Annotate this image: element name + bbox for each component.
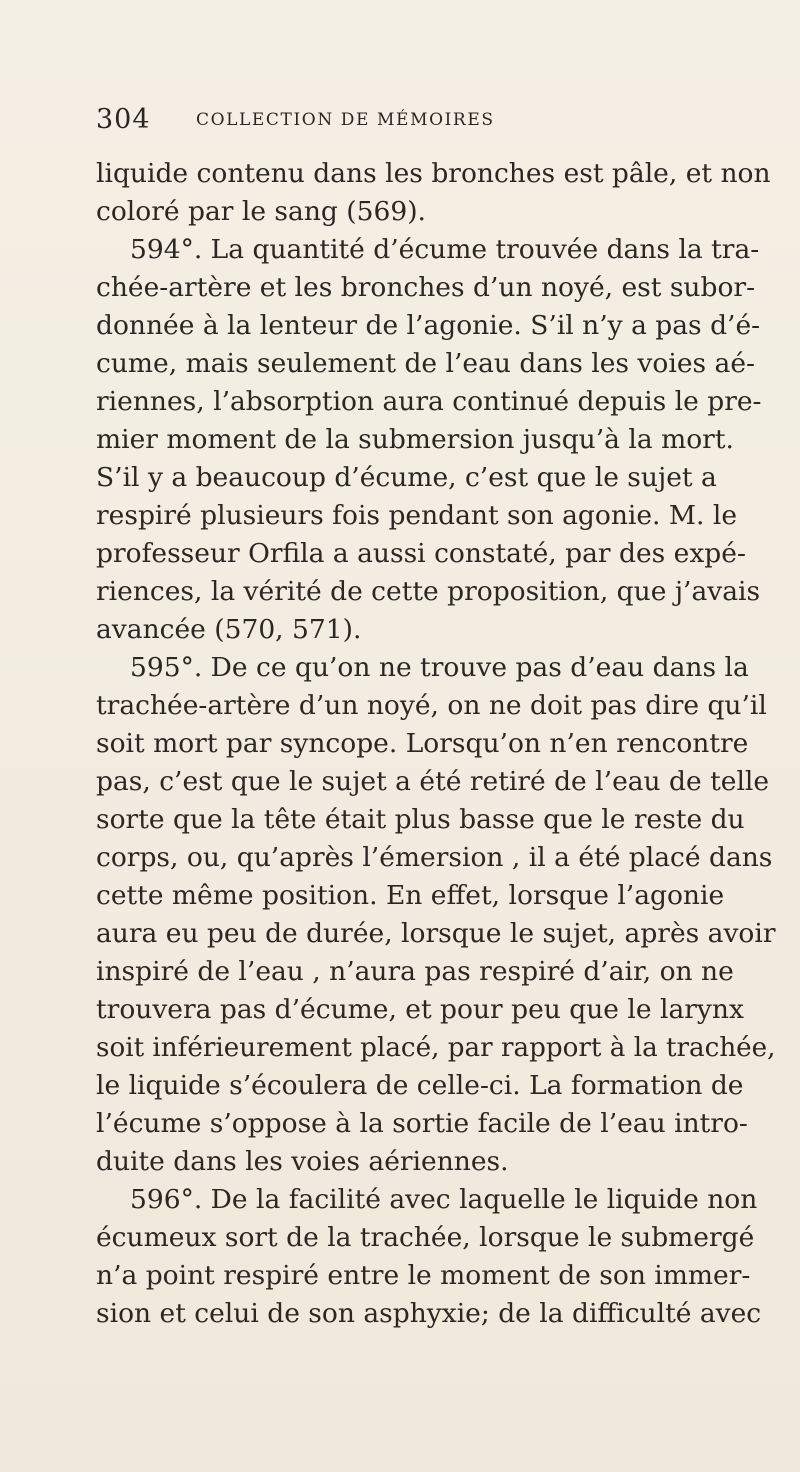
text-line: le liquide s’écoulera de celle-ci. La formation de xyxy=(96,1070,744,1101)
text-line: soit inférieurement placé, par rapport à la trachée, xyxy=(96,1033,776,1063)
text-line: inspiré de l’eau , n’aura pas respiré d’air, on ne xyxy=(96,956,734,987)
text-line: avancée (570, 571). xyxy=(96,614,362,645)
text-line: soit mort par syncope. Lorsqu’on n’en rencontre xyxy=(96,728,749,759)
text-line: n’a point respiré entre le moment de son immer- xyxy=(96,1260,751,1291)
text-line: aura eu peu de durée, lorsque le sujet, après avoir xyxy=(96,918,776,949)
text-line: sion et celui de son asphyxie; de la difficulté avec xyxy=(96,1298,762,1329)
text-line: donnée à la lenteur de l’agonie. S’il n’y a pas d’é- xyxy=(96,310,761,341)
text-line: corps, ou, qu’après l’émersion , il a été placé dans xyxy=(96,842,773,873)
text-line: liquide contenu dans les bronches est pâle, et non xyxy=(96,158,771,189)
paragraph-596-start: 596°. De la facilité avec laquelle le liquide non xyxy=(130,1184,758,1215)
text-line: respiré plusieurs fois pendant son agonie. M. le xyxy=(96,500,738,531)
paragraph-595-start: 595°. De ce qu’on ne trouve pas d’eau dans la xyxy=(130,652,749,683)
text-line: professeur Orfila a aussi constaté, par des expé- xyxy=(96,538,746,569)
text-line: écumeux sort de la trachée, lorsque le submergé xyxy=(96,1222,755,1253)
page-header xyxy=(96,104,656,144)
paragraph-594-start: 594°. La quantité d’écume trouvée dans la tra- xyxy=(130,234,760,265)
text-line: mier moment de la submersion jusqu’à la mort. xyxy=(96,424,734,455)
running-title: COLLECTION DE MÉMOIRES xyxy=(196,110,495,130)
text-line: riences, la vérité de cette proposition, que j’avais xyxy=(96,576,761,607)
text-line: trachée-artère d’un noyé, on ne doit pas dire qu’il xyxy=(96,690,767,721)
text-line: cette même position. En effet, lorsque l’agonie xyxy=(96,880,725,911)
text-line: l’écume s’oppose à la sortie facile de l’eau intro- xyxy=(96,1108,748,1139)
text-line: S’il y a beaucoup d’écume, c’est que le sujet a xyxy=(96,462,717,493)
text-line: riennes, l’absorption aura continué depuis le pre- xyxy=(96,386,762,417)
text-line: sorte que la tête était plus basse que le reste du xyxy=(96,804,745,835)
text-line: duite dans les voies aériennes. xyxy=(96,1146,509,1177)
text-line: cume, mais seulement de l’eau dans les voies aé- xyxy=(96,348,755,379)
page-number: 304 xyxy=(96,104,151,135)
text-line: trouvera pas d’écume, et pour peu que le larynx xyxy=(96,994,744,1025)
text-line: coloré par le sang (569). xyxy=(96,196,426,227)
text-line: pas, c’est que le sujet a été retiré de l’eau de telle xyxy=(96,766,770,797)
text-line: chée-artère et les bronches d’un noyé, est subor- xyxy=(96,272,756,303)
